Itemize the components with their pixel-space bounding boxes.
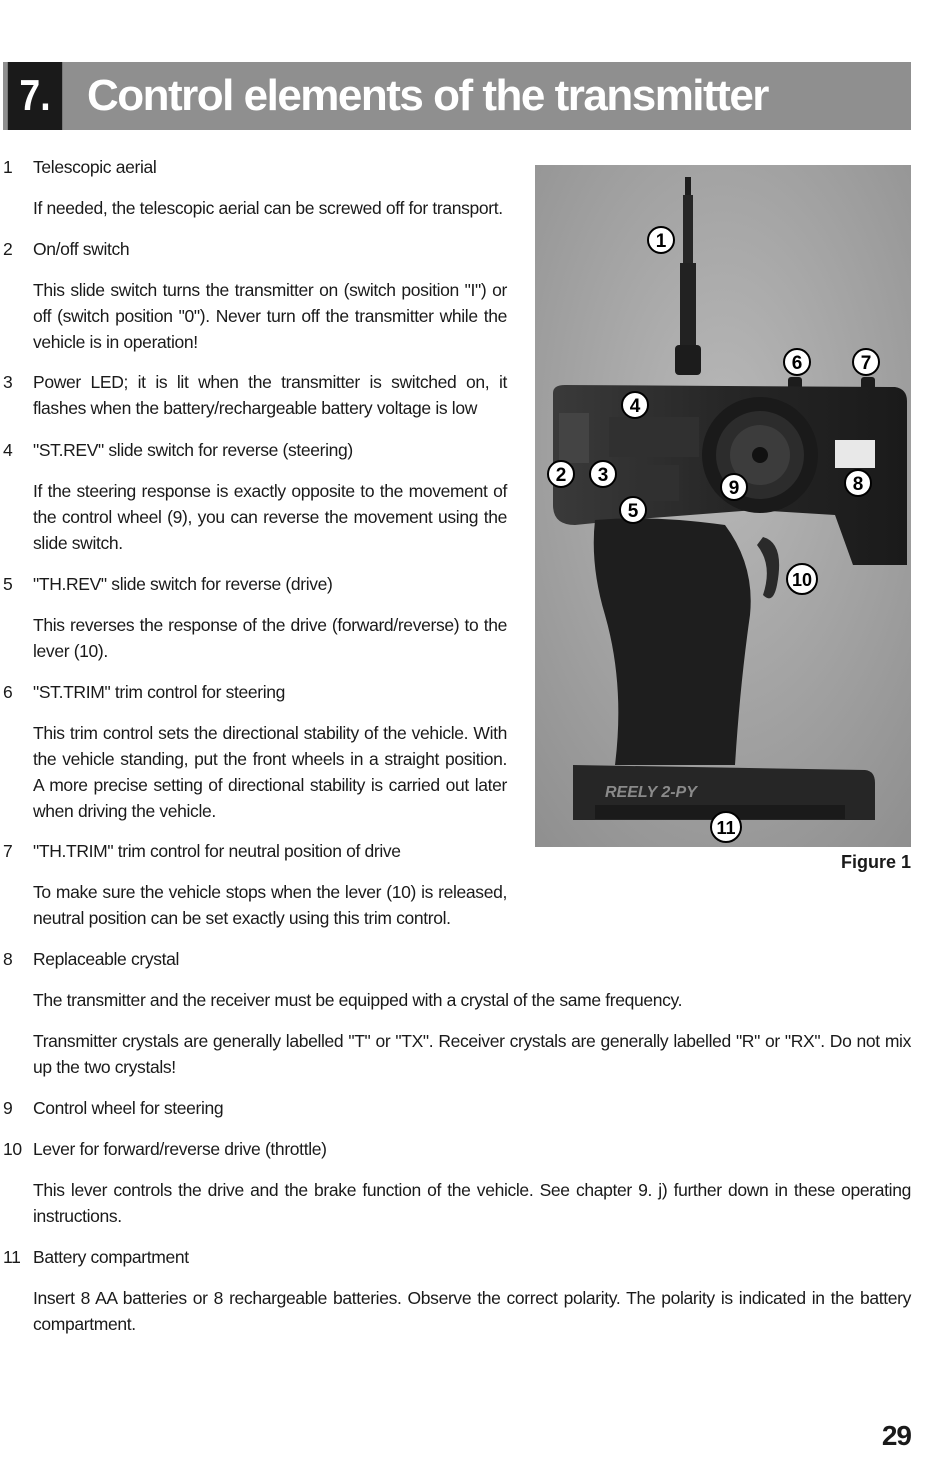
callout-label: 1 bbox=[655, 231, 667, 252]
item-number: 9 bbox=[3, 1098, 13, 1118]
base-brand-label: REELY 2-PY bbox=[605, 784, 697, 801]
transmitter-illustration bbox=[535, 165, 911, 847]
callout-label: 8 bbox=[852, 474, 864, 495]
item-paragraph: This slide switch turns the transmitter on (switch position "I") or off (switch position "0"). Never turn off the transmitter while the vehicle is in operation! bbox=[33, 280, 507, 352]
item-number: 5 bbox=[3, 574, 13, 594]
figure-caption: Figure 1 bbox=[840, 852, 911, 872]
item-number: 1 bbox=[3, 157, 13, 177]
callout-10 bbox=[787, 564, 817, 594]
item-number: 6 bbox=[3, 682, 13, 702]
item-heading: "TH.TRIM" trim control for neutral position of drive bbox=[33, 841, 401, 861]
item-paragraph: This reverses the response of the drive (forward/reverse) to the lever (10). bbox=[33, 615, 507, 661]
item-paragraph: To make sure the vehicle stops when the lever (10) is released, neutral position can be set exactly using this trim control. bbox=[33, 882, 507, 928]
callout-label: 7 bbox=[860, 353, 872, 374]
item-heading: Lever for forward/reverse drive (throttle) bbox=[33, 1139, 327, 1159]
callout-8 bbox=[845, 470, 871, 496]
item-paragraph: This lever controls the drive and the brake function of the vehicle. See chapter 9. j) further down in these operating instructions. bbox=[33, 1180, 911, 1226]
callout-4 bbox=[622, 392, 648, 418]
item-heading: "ST.TRIM" trim control for steering bbox=[33, 682, 286, 702]
item-number: 11 bbox=[3, 1247, 21, 1267]
chapter-number: 7. bbox=[8, 62, 62, 130]
callout-label: 11 bbox=[716, 818, 736, 838]
item-paragraph: The transmitter and the receiver must be equipped with a crystal of the same frequency. bbox=[33, 990, 683, 1010]
callout-label: 2 bbox=[555, 465, 567, 486]
callout-label: 3 bbox=[597, 465, 609, 486]
item-number: 3 bbox=[3, 372, 13, 392]
item-number: 7 bbox=[3, 841, 13, 861]
callout-label: 10 bbox=[791, 570, 813, 590]
callout-2 bbox=[548, 461, 574, 487]
page-number: 29 bbox=[881, 1420, 911, 1451]
item-paragraph: If the steering response is exactly opposite to the movement of the control wheel (9), you can reverse the movement using the slide switch. bbox=[33, 481, 507, 553]
callout-label: 5 bbox=[627, 501, 639, 522]
item-heading: "ST.REV" slide switch for reverse (steering) bbox=[33, 440, 353, 460]
item-paragraph: Transmitter crystals are generally labelled "T" or "TX". Receiver crystals are generally labelled "R" or "RX". Do not mix up the two crystals! bbox=[33, 1031, 911, 1077]
callout-7 bbox=[853, 349, 879, 375]
item-number: 4 bbox=[3, 440, 13, 460]
item-number: 2 bbox=[3, 239, 13, 259]
item-heading: Telescopic aerial bbox=[33, 157, 157, 177]
callout-1 bbox=[648, 227, 674, 253]
item-heading: Replaceable crystal bbox=[33, 949, 180, 969]
item-paragraph: If needed, the telescopic aerial can be screwed off for transport. bbox=[33, 198, 503, 218]
item-paragraph: Insert 8 AA batteries or 8 rechargeable batteries. Observe the correct polarity. The polarity is indicated in the battery compartment. bbox=[33, 1288, 911, 1334]
item-heading: Control wheel for steering bbox=[33, 1098, 224, 1118]
callout-9 bbox=[721, 474, 747, 500]
item-heading: Power LED; it is lit when the transmitter is switched on, it flashes when the battery/rechargeable battery voltage is low bbox=[33, 372, 507, 418]
callout-label: 6 bbox=[791, 353, 803, 374]
item-number: 8 bbox=[3, 949, 13, 969]
item-heading: On/off switch bbox=[33, 239, 130, 259]
item-number: 10 bbox=[3, 1139, 22, 1159]
callout-label: 4 bbox=[629, 396, 641, 417]
item-heading: "TH.REV" slide switch for reverse (drive) bbox=[33, 574, 333, 594]
chapter-title: Control elements of the transmitter bbox=[87, 71, 768, 120]
item-paragraph: This trim control sets the directional stability of the vehicle. With the vehicle standing, put the front wheels in a straight position. A more precise setting of directional stability is carried out later when driving the vehicle. bbox=[33, 723, 507, 821]
callout-11 bbox=[711, 812, 741, 842]
item-heading: Battery compartment bbox=[33, 1247, 189, 1267]
callout-3 bbox=[590, 461, 616, 487]
callout-6 bbox=[784, 349, 810, 375]
callout-label: 9 bbox=[728, 478, 740, 499]
transmitter-photo bbox=[535, 165, 911, 847]
chapter-header bbox=[3, 62, 911, 130]
callout-5 bbox=[620, 497, 646, 523]
